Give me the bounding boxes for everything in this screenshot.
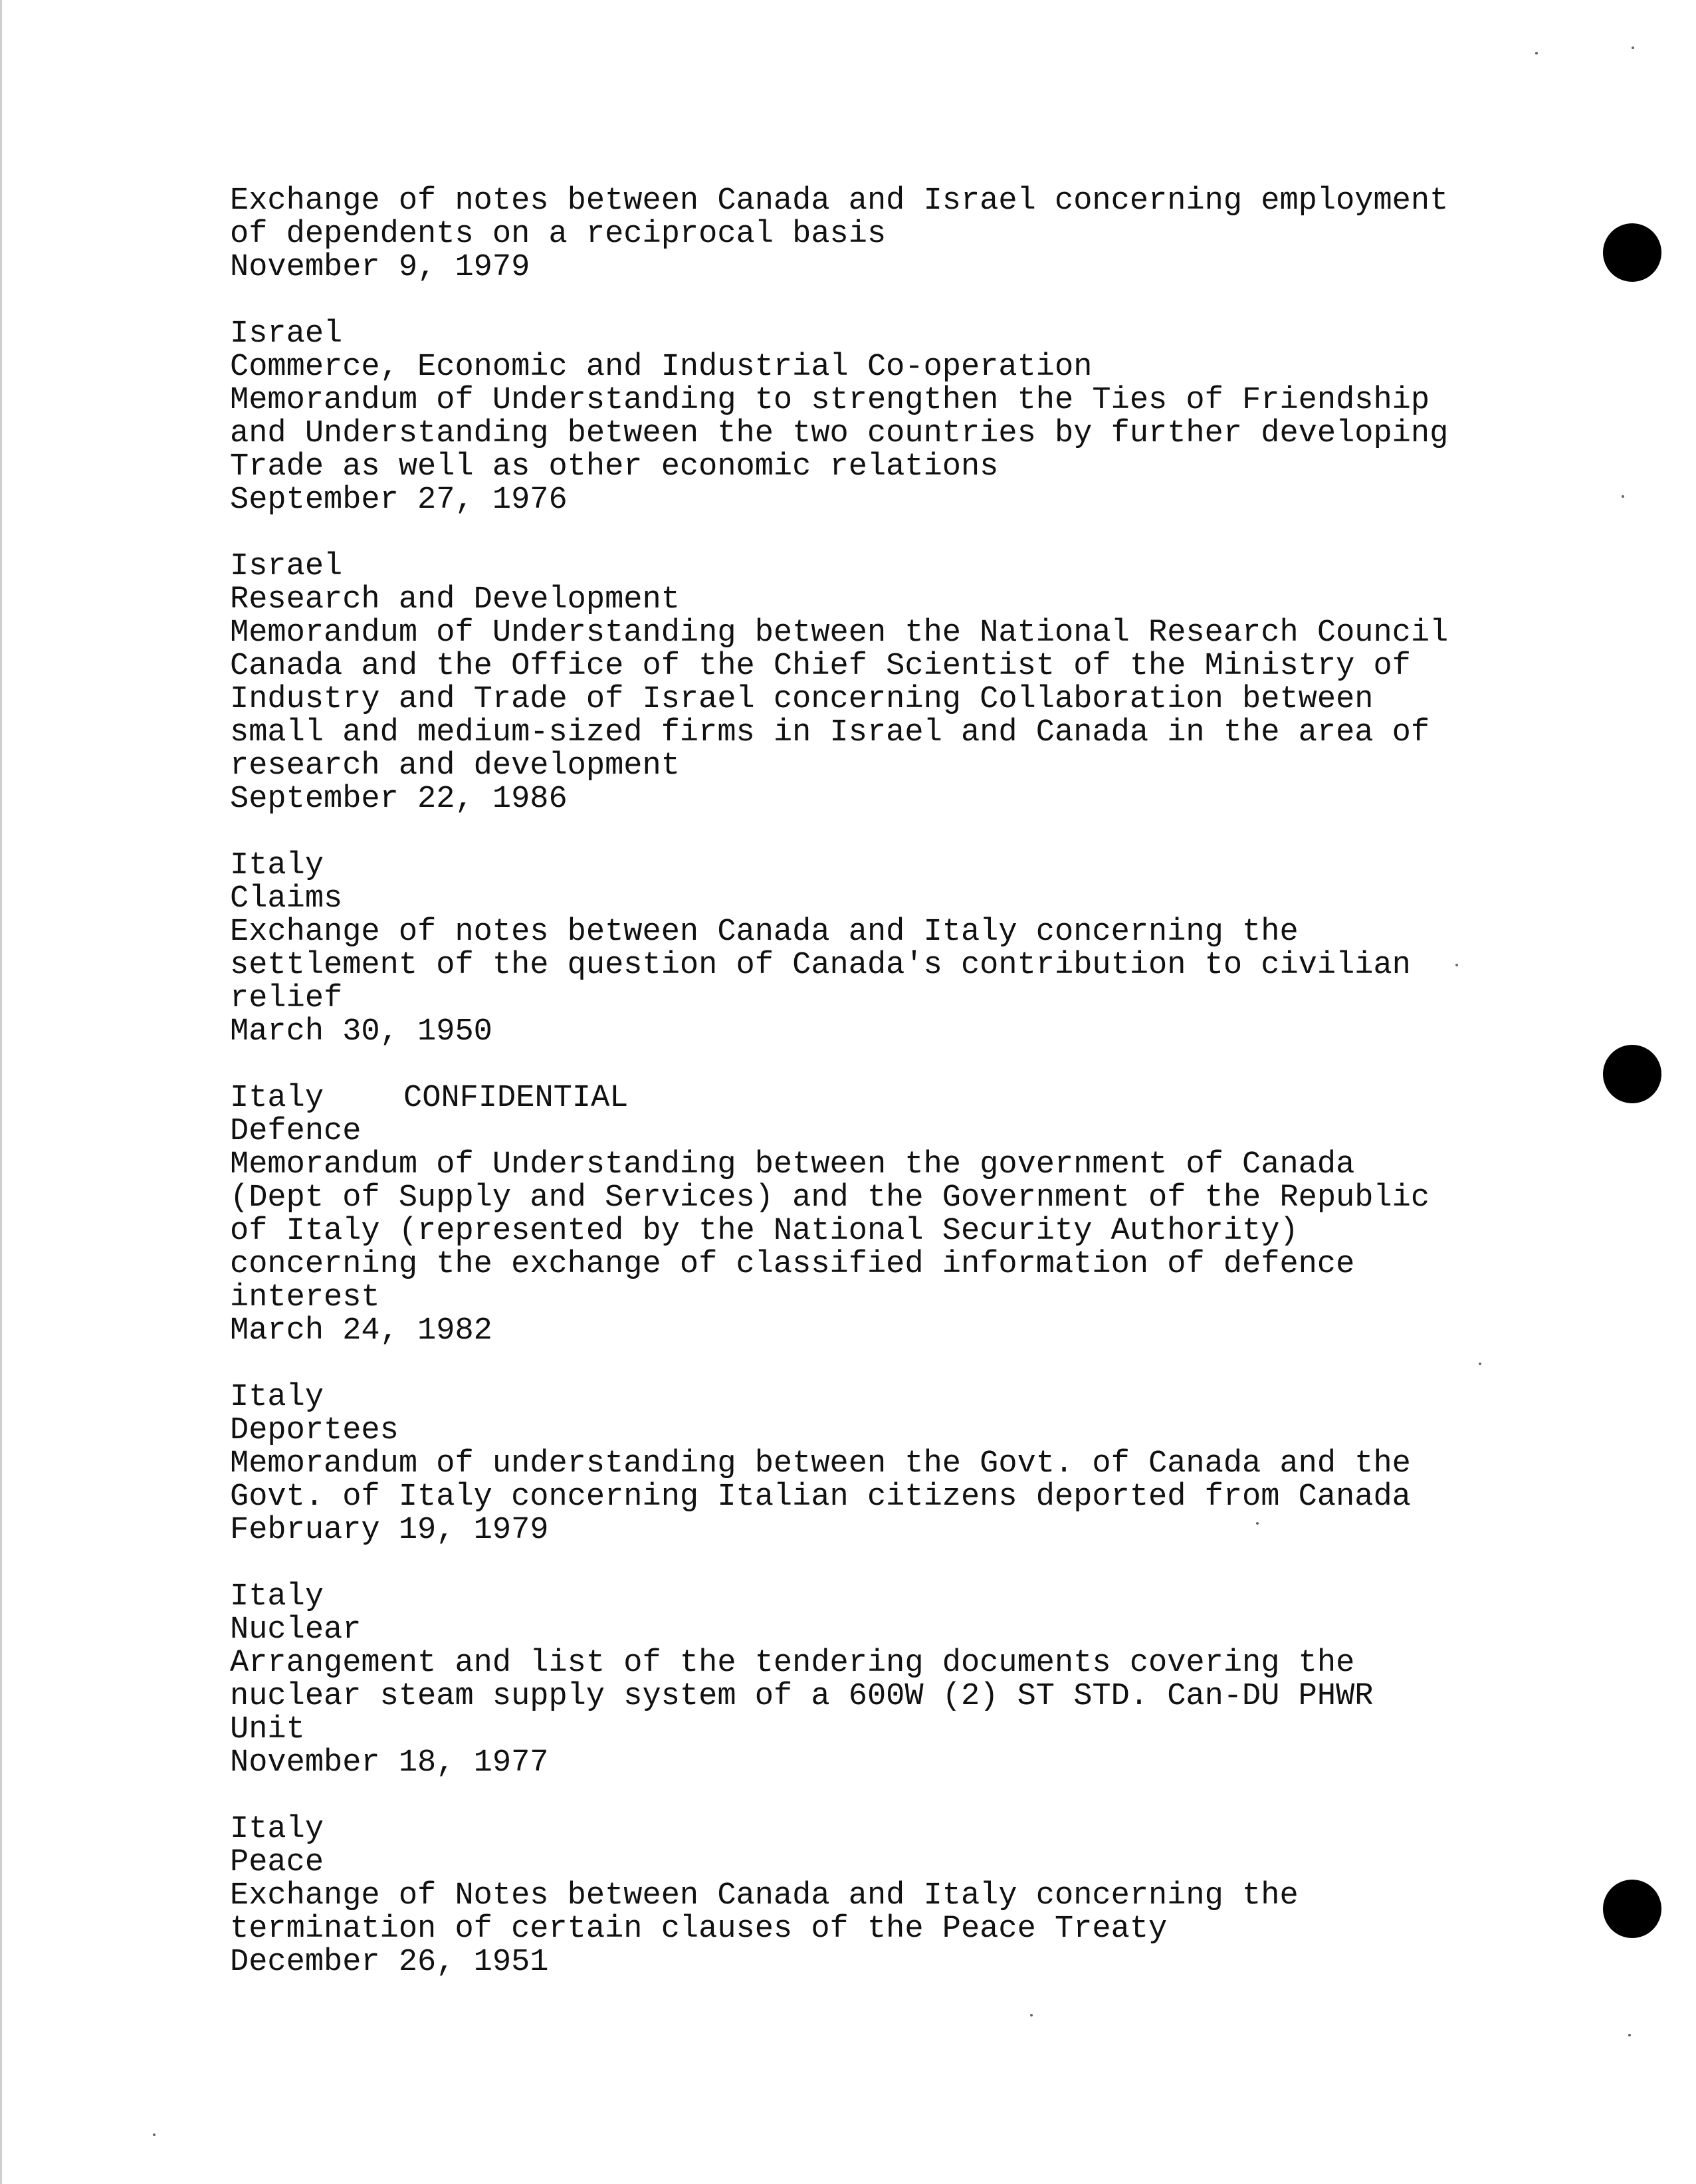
entry-description-line: Canada and the Office of the Chief Scientist of the Ministry of	[230, 649, 1411, 684]
entry-description-line: Exchange of notes between Canada and Italy concerning the	[230, 915, 1299, 950]
entry-date: March 30, 1950	[230, 1014, 492, 1049]
entry-description-line: and Understanding between the two countries by further developing	[230, 416, 1449, 451]
entry-classification: CONFIDENTIAL	[403, 1081, 629, 1116]
punch-hole	[1603, 1880, 1661, 1938]
entry-country: Israel	[230, 549, 343, 584]
entry-date: September 27, 1976	[230, 483, 568, 518]
entry-date: September 22, 1986	[230, 782, 568, 817]
scan-speck	[1030, 2014, 1033, 2017]
entry-country: Italy	[230, 1812, 324, 1847]
entry-subject: Research and Development	[230, 582, 680, 617]
entry-description-line: Memorandum of Understanding to strengthen the Ties of Friendship	[230, 383, 1430, 418]
treaty-entry	[230, 318, 1546, 517]
entry-subject: Claims	[230, 881, 343, 917]
country-row	[230, 1381, 1546, 1414]
entry-subject: Defence	[230, 1114, 362, 1149]
entry-description-line: small and medium-sized firms in Israel and Canada in the area of	[230, 715, 1430, 750]
treaty-entry	[230, 1581, 1546, 1780]
entry-country: Italy	[230, 1579, 324, 1614]
entry-subject: Peace	[230, 1845, 324, 1880]
entry-date: November 9, 1979	[230, 250, 530, 285]
treaty-entry	[230, 849, 1546, 1049]
entry-description-line: (Dept of Supply and Services) and the Government of the Republic	[230, 1180, 1430, 1216]
entry-description-line: Exchange of Notes between Canada and Italy concerning the	[230, 1878, 1299, 1913]
country-row	[230, 318, 1546, 351]
treaty-entry	[230, 550, 1546, 816]
entry-date: February 19, 1979	[230, 1513, 549, 1548]
entry-description-line: research and development	[230, 748, 680, 784]
scan-speck	[1535, 52, 1538, 55]
punch-hole	[1603, 1045, 1661, 1103]
entry-date: December 26, 1951	[230, 1945, 549, 1980]
entry-description-line: Memorandum of Understanding between the National Research Council	[230, 615, 1449, 651]
entry-description-line: nuclear steam supply system of a 600W (2) ST STD. Can-DU PHWR	[230, 1679, 1374, 1714]
punch-hole	[1603, 223, 1661, 282]
scan-speck	[1622, 495, 1624, 498]
treaty-entry	[230, 1381, 1546, 1547]
entry-date: November 18, 1977	[230, 1745, 549, 1781]
country-row	[230, 849, 1546, 883]
entry-subject: Nuclear	[230, 1612, 362, 1648]
entry-country: Italy	[230, 1081, 324, 1116]
entry-description-line: of dependents on a reciprocal basis	[230, 217, 887, 252]
entry-description-line: relief	[230, 981, 343, 1016]
scan-edge-line	[0, 0, 2, 2184]
entry-description-line: Exchange of notes between Canada and Israel concerning employment	[230, 183, 1449, 219]
scan-speck	[1632, 47, 1634, 49]
entry-description-line: Memorandum of understanding between the Govt. of Canada and the	[230, 1446, 1411, 1481]
entry-description-line: settlement of the question of Canada's contribution to civilian	[230, 948, 1411, 983]
entry-description-line: concerning the exchange of classified information of defence	[230, 1247, 1355, 1282]
entry-description-line: interest	[230, 1280, 380, 1315]
entry-description-line: Arrangement and list of the tendering documents covering the	[230, 1646, 1355, 1681]
entry-description-line: Trade as well as other economic relations	[230, 449, 999, 485]
scan-speck	[153, 2133, 156, 2136]
treaty-entry	[230, 1082, 1546, 1348]
entry-country: Israel	[230, 316, 343, 352]
treaty-entry	[230, 185, 1546, 284]
country-row	[230, 1581, 1546, 1614]
country-row	[230, 550, 1546, 584]
entry-subject: Commerce, Economic and Industrial Co-operation	[230, 350, 1093, 385]
entry-description-line: of Italy (represented by the National Security Authority)	[230, 1214, 1299, 1249]
entry-description-line: Govt. of Italy concerning Italian citizens deported from Canada	[230, 1479, 1411, 1515]
entry-date: March 24, 1982	[230, 1313, 492, 1349]
entry-description-line: Unit	[230, 1712, 305, 1747]
treaty-entry	[230, 1813, 1546, 1979]
country-row	[230, 1813, 1546, 1846]
entry-description-line: Memorandum of Understanding between the government of Canada	[230, 1147, 1355, 1182]
entry-subject: Deportees	[230, 1413, 399, 1448]
entry-description-line: Industry and Trade of Israel concerning Collaboration between	[230, 682, 1374, 717]
entry-country: Italy	[230, 1380, 324, 1415]
country-row	[230, 1082, 1546, 1115]
scan-speck	[1628, 2034, 1631, 2036]
entry-description-line: termination of certain clauses of the Peace Treaty	[230, 1911, 1168, 1947]
treaty-list	[230, 185, 1546, 2013]
entry-country: Italy	[230, 848, 324, 883]
